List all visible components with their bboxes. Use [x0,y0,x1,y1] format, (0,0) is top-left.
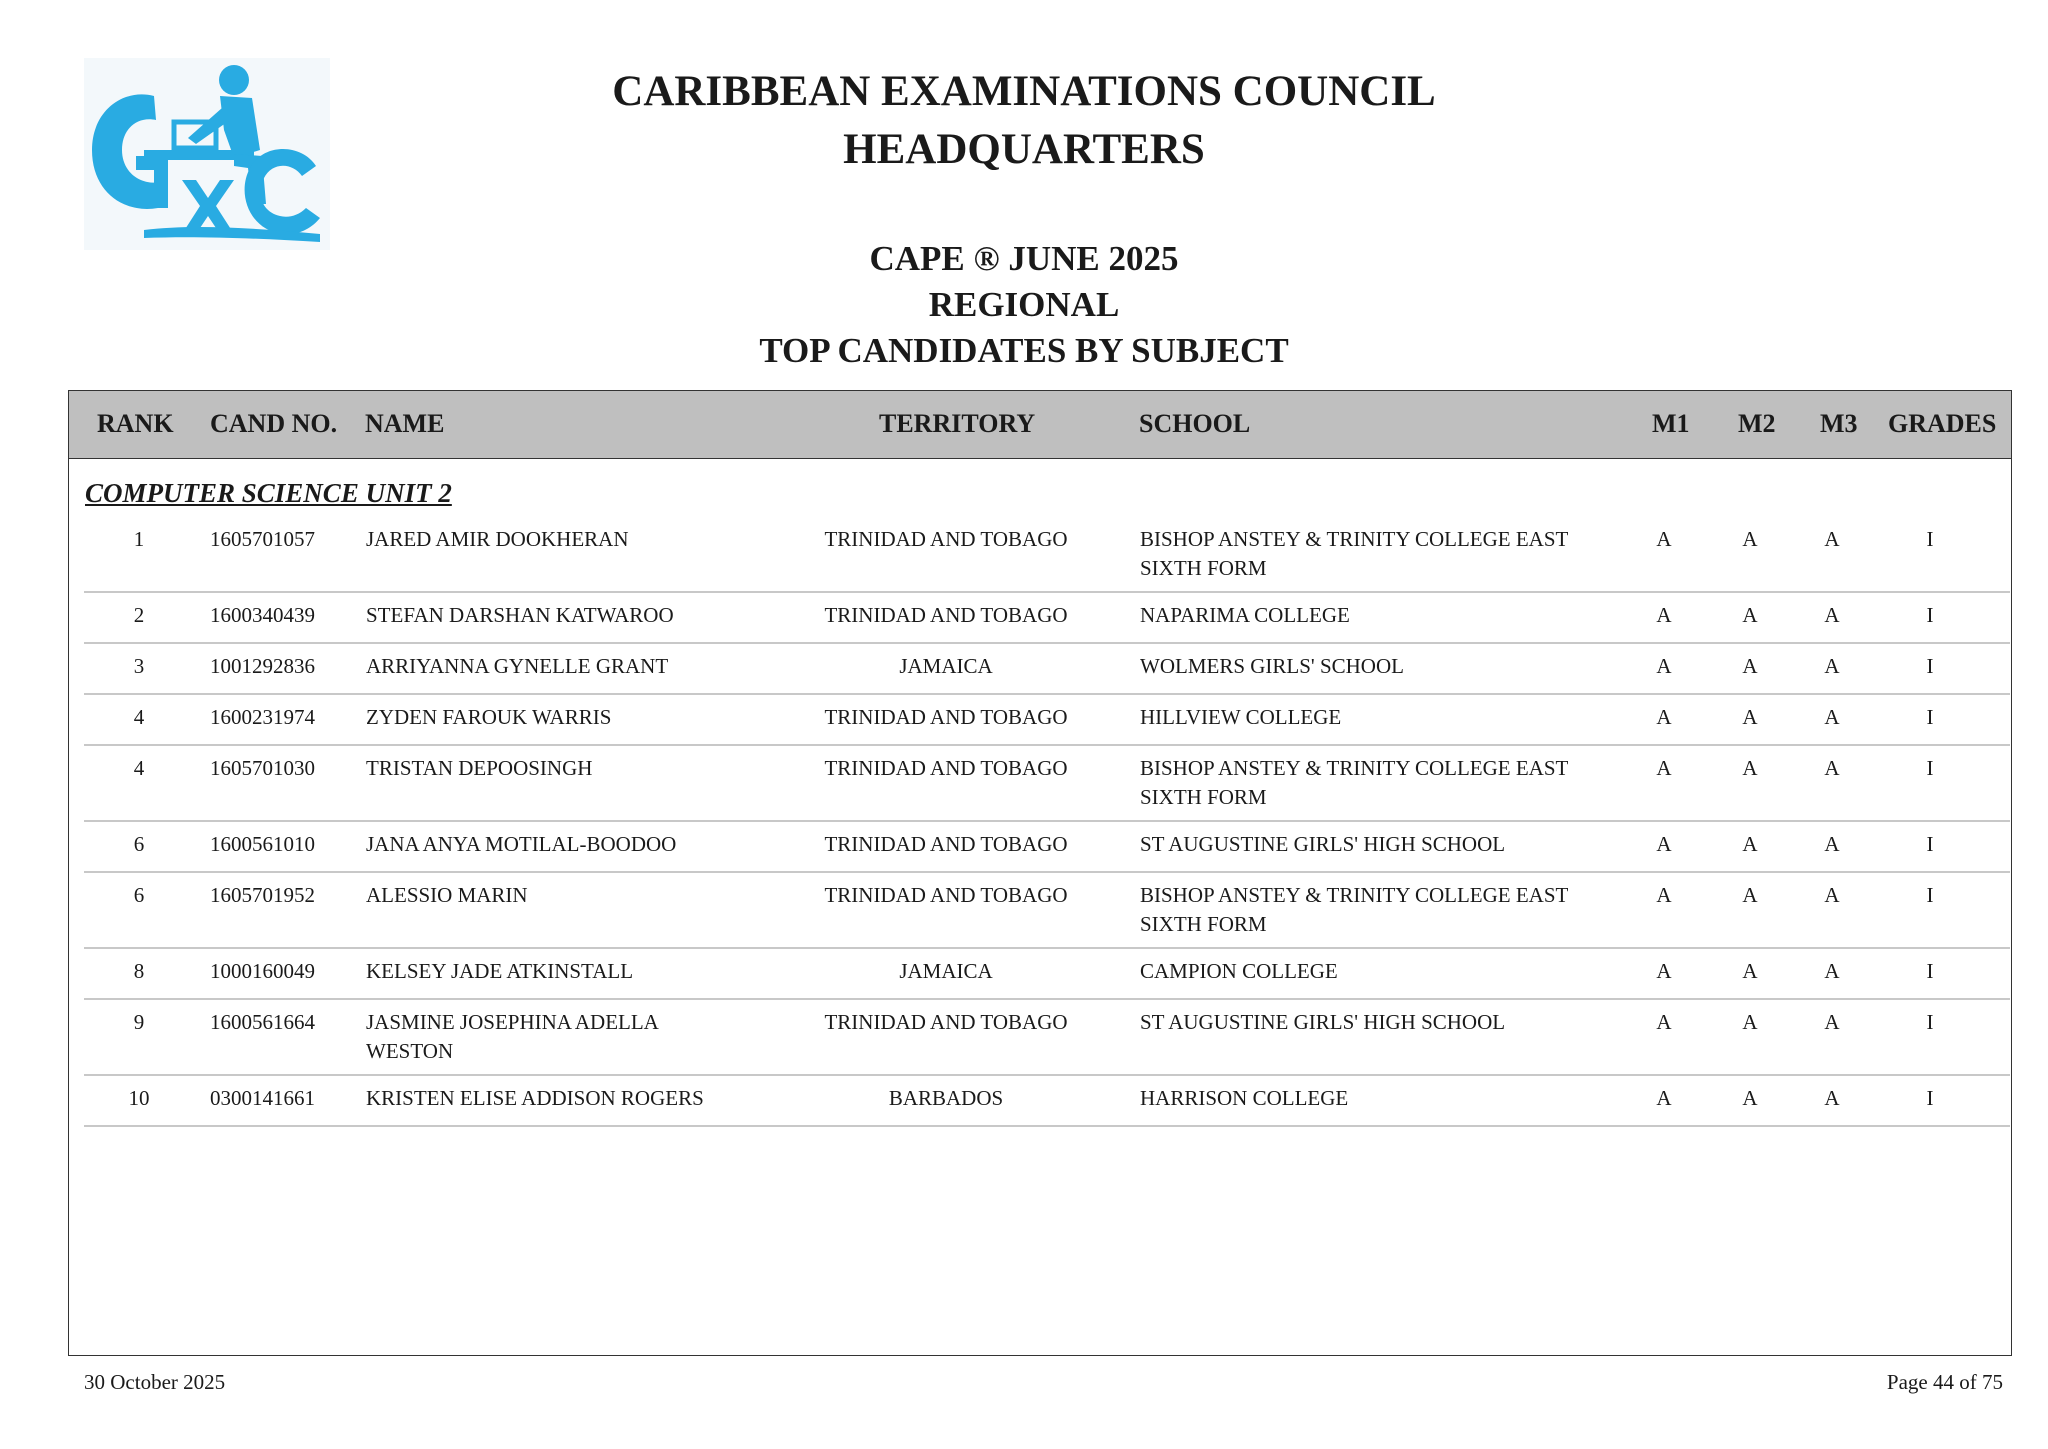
table-row [84,695,2010,746]
cell-m1: A [1656,1010,1672,1034]
cell-name: ALESSIO MARIN [366,883,528,907]
cell-m1: A [1656,1086,1672,1110]
cell-cand-no: 1600231974 [210,705,315,729]
cell-rank: 4 [133,705,145,729]
cell-m2: A [1742,1010,1758,1034]
cell-m2: A [1742,527,1758,551]
footer-date: 30 October 2025 [84,1370,226,1394]
col-header-m3: M3 [1820,409,1858,438]
cell-territory: BARBADOS [888,1086,1004,1110]
cell-m1: A [1656,527,1672,551]
cell-rank: 6 [133,883,145,907]
cell-m2: A [1742,654,1758,678]
cell-m3: A [1824,832,1840,856]
cell-m3: A [1824,1086,1840,1110]
cell-rank: 6 [133,832,145,856]
cell-m2: A [1742,883,1758,907]
cell-school: BISHOP ANSTEY & TRINITY COLLEGE EAST SIXTH FORM [1140,756,1568,809]
cell-school: CAMPION COLLEGE [1140,959,1338,983]
cell-cand-no: 1000160049 [210,959,315,983]
cell-territory: TRINIDAD AND TOBAGO [824,527,1068,551]
cell-cand-no: 1001292836 [210,654,315,678]
col-header-name: NAME [365,409,445,438]
cell-m2: A [1742,603,1758,627]
cell-school: BISHOP ANSTEY & TRINITY COLLEGE EAST SIXTH FORM [1140,527,1568,580]
cell-territory: JAMAICA [899,654,993,678]
cell-grades: I [1926,705,1934,729]
cell-m1: A [1656,756,1672,780]
cell-cand-no: 0300141661 [210,1086,315,1110]
col-header-school: SCHOOL [1139,409,1251,438]
cell-grades: I [1926,832,1934,856]
cell-school: BISHOP ANSTEY & TRINITY COLLEGE EAST SIXTH FORM [1140,883,1568,936]
cell-territory: TRINIDAD AND TOBAGO [824,705,1068,729]
cell-grades: I [1926,883,1934,907]
cell-rank: 10 [128,1086,150,1110]
cell-cand-no: 1600340439 [210,603,315,627]
cell-territory: TRINIDAD AND TOBAGO [824,756,1068,780]
cell-name: ZYDEN FAROUK WARRIS [366,705,612,729]
cell-cand-no: 1605701057 [210,527,315,551]
cell-rank: 1 [133,527,145,551]
cell-cand-no: 1605701952 [210,883,315,907]
cell-grades: I [1926,654,1934,678]
col-header-rank: RANK [97,409,174,438]
cell-m3: A [1824,883,1840,907]
subject-heading: COMPUTER SCIENCE UNIT 2 [85,478,452,508]
cell-territory: TRINIDAD AND TOBAGO [824,883,1068,907]
cell-name: JASMINE JOSEPHINA ADELLA WESTON [366,1010,658,1063]
cell-cand-no: 1600561010 [210,832,315,856]
table-row [84,1076,2010,1127]
cell-m2: A [1742,832,1758,856]
cell-territory: TRINIDAD AND TOBAGO [824,603,1068,627]
cell-name: JANA ANYA MOTILAL-BOODOO [366,832,677,856]
cell-school: HILLVIEW COLLEGE [1140,705,1342,729]
cell-m3: A [1824,959,1840,983]
table-row [84,593,2010,644]
cell-m1: A [1656,883,1672,907]
cell-rank: 2 [133,603,145,627]
cell-grades: I [1926,959,1934,983]
col-header-cand-no: CAND NO. [210,409,338,438]
cell-name: KELSEY JADE ATKINSTALL [366,959,634,983]
cell-name: JARED AMIR DOOKHERAN [366,527,629,551]
cell-m2: A [1742,1086,1758,1110]
results-table [68,390,2012,1356]
table-row [84,949,2010,1000]
cell-m1: A [1656,603,1672,627]
cell-name: ARRIYANNA GYNELLE GRANT [366,654,669,678]
cell-name: TRISTAN DEPOOSINGH [366,756,593,780]
org-subtitle: HEADQUARTERS [843,126,1205,173]
cell-school: NAPARIMA COLLEGE [1140,603,1350,627]
cell-m3: A [1824,1010,1840,1034]
table-row [84,746,2010,822]
cell-m1: A [1656,654,1672,678]
cell-m1: A [1656,832,1672,856]
org-title: CARIBBEAN EXAMINATIONS COUNCIL [612,68,1436,115]
cell-school: ST AUGUSTINE GIRLS' HIGH SCHOOL [1140,832,1506,856]
table-body [69,517,2011,1127]
cell-m2: A [1742,705,1758,729]
cell-school: HARRISON COLLEGE [1140,1086,1349,1110]
cell-rank: 4 [133,756,145,780]
cell-grades: I [1926,1086,1934,1110]
col-header-m1: M1 [1652,409,1690,438]
cell-m3: A [1824,756,1840,780]
table-row [84,644,2010,695]
cell-name: KRISTEN ELISE ADDISON ROGERS [366,1086,704,1110]
cell-grades: I [1926,1010,1934,1034]
footer-page-number: Page 44 of 75 [1886,1370,2003,1394]
cell-territory: TRINIDAD AND TOBAGO [824,832,1068,856]
cell-grades: I [1926,756,1934,780]
col-header-territory: TERRITORY [879,409,1036,438]
table-row [84,873,2010,949]
table-header-row [69,391,2011,459]
col-header-grades: GRADES [1888,409,1997,438]
col-header-m2: M2 [1738,409,1776,438]
cell-cand-no: 1600561664 [210,1010,315,1034]
table-row [84,1000,2010,1076]
exam-title: CAPE ® JUNE 2025 [869,239,1179,278]
cell-m3: A [1824,603,1840,627]
table-row [84,517,2010,593]
cell-cand-no: 1605701030 [210,756,315,780]
cell-m3: A [1824,527,1840,551]
cell-name: STEFAN DARSHAN KATWAROO [366,603,674,627]
cell-m2: A [1742,959,1758,983]
cell-grades: I [1926,603,1934,627]
scope-title: REGIONAL [928,285,1120,324]
cell-rank: 9 [133,1010,145,1034]
cell-school: WOLMERS GIRLS' SCHOOL [1140,654,1404,678]
cell-m2: A [1742,756,1758,780]
cell-rank: 3 [133,654,145,678]
cell-grades: I [1926,527,1934,551]
cell-m1: A [1656,959,1672,983]
cell-school: ST AUGUSTINE GIRLS' HIGH SCHOOL [1140,1010,1506,1034]
cell-territory: TRINIDAD AND TOBAGO [824,1010,1068,1034]
report-title: TOP CANDIDATES BY SUBJECT [759,331,1289,370]
cell-m1: A [1656,705,1672,729]
cell-m3: A [1824,654,1840,678]
cell-territory: JAMAICA [899,959,993,983]
cell-m3: A [1824,705,1840,729]
cell-rank: 8 [133,959,145,983]
table-row [84,822,2010,873]
